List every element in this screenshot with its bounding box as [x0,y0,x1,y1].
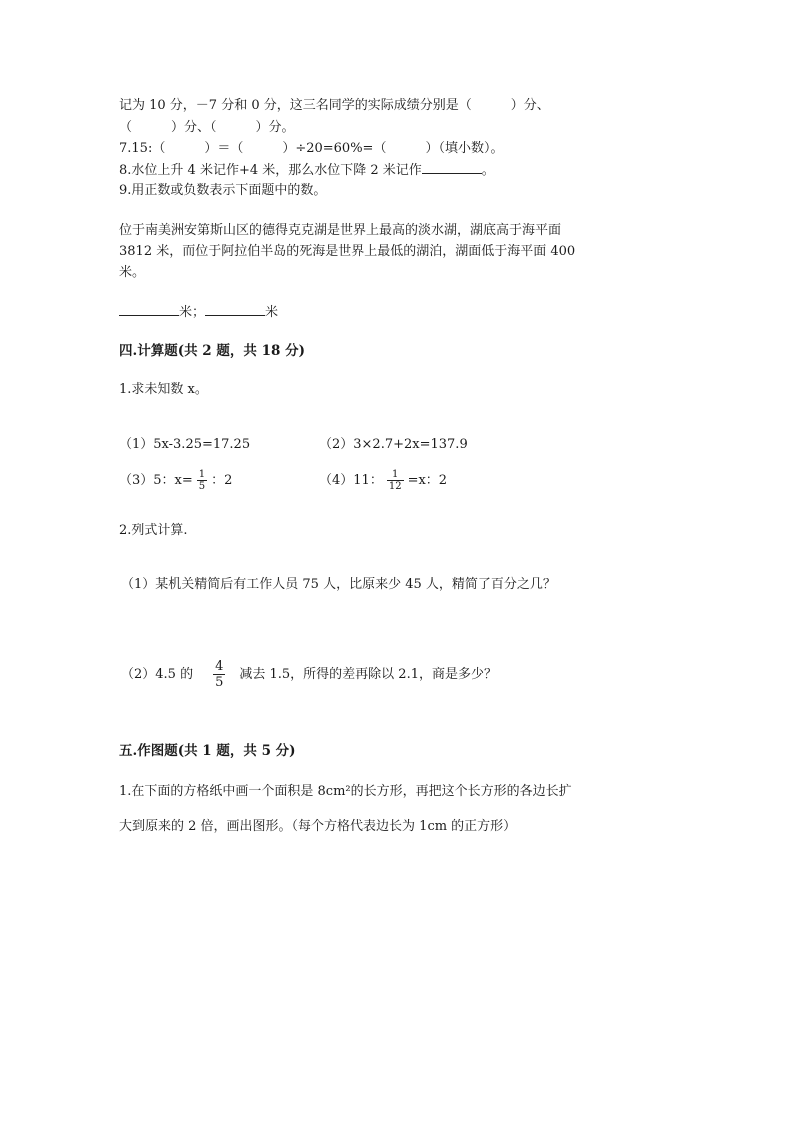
fraction-four-fifths [213,659,225,690]
equation-1: （1）5x-3.25=17.25 [119,437,251,452]
fraction-numerator: 4 [215,659,224,674]
section5-heading: 五.作图题(共 1 题，共 5 分) [119,743,296,759]
equation-4-left: （4）11： [319,473,383,488]
equation-4 [319,469,447,492]
q8-answer-blank[interactable] [422,161,482,174]
q9-answer-line [119,303,278,322]
q9-answer-blank-2[interactable] [205,303,265,316]
fraction-one-fifth [197,469,207,492]
fraction-denominator: 12 [388,481,402,492]
q8-line [119,161,495,180]
section5-q1-line1: 1.在下面的方格纸中画一个面积是 8cm²的长方形，再把这个长方形的各边长扩 [119,784,572,799]
fraction-numerator: 1 [392,469,399,480]
fraction-denominator: 5 [198,481,206,492]
q8-text: 8.水位上升 4 米记作+4 米，那么水位下降 2 米记作 [119,163,422,178]
section5-q1-line2: 大到原来的 2 倍，画出图形。（每个方格代表边长为 1cm 的正方形） [119,819,517,834]
q2-2-left-text: （2）4.5 的 [121,667,194,682]
equation-3 [119,469,232,492]
passage-line1: 位于南美洲安第斯山区的德得克克湖是世界上最高的淡水湖，湖底高于海平面 [119,223,562,238]
q7-text: 7.15:（ ）＝（ ）÷20=60%=（ ）（填小数）。 [119,141,504,156]
fraction-numerator: 1 [198,469,206,480]
answer-unit-1: 米； [179,305,206,320]
passage-line3: 米。 [119,265,146,280]
q9-answer-blank-1[interactable] [119,303,179,316]
equation-3-left: （3）5：x= [119,473,193,488]
section4-q2-1: （1）某机关精简后有工作人员 75 人，比原来少 45 人，精简了百分之几？ [121,577,556,592]
equation-3-right: ：2 [211,473,233,488]
equation-2: （2）3×2.7+2x=137.9 [319,437,468,452]
q2-2-right-text: 减去 1.5，所得的差再除以 2.1，商是多少？ [239,667,497,682]
section4-q1-title: 1.求未知数 x。 [119,382,208,397]
q9-text: 9.用正数或负数表示下面题中的数。 [119,183,327,198]
q6-text-line1: 记为 10 分，－7 分和 0 分，这三名同学的实际成绩分别是（ ）分、 [119,98,550,113]
passage-line2: 3812 米，而位于阿拉伯半岛的死海是世界上最低的湖泊，湖面低于海平面 400 [119,244,576,259]
q6-text-line2: （ ）分、（ ）分。 [119,120,295,135]
fraction-one-twelfth [387,469,404,492]
fraction-denominator: 5 [215,675,224,690]
equation-4-right: =x：2 [407,473,448,488]
q8-end: 。 [481,163,495,178]
answer-unit-2: 米 [265,305,279,320]
section4-heading: 四.计算题(共 2 题，共 18 分) [119,343,305,359]
section4-q2-2 [121,658,497,692]
section4-q2-title: 2.列式计算. [119,523,188,538]
